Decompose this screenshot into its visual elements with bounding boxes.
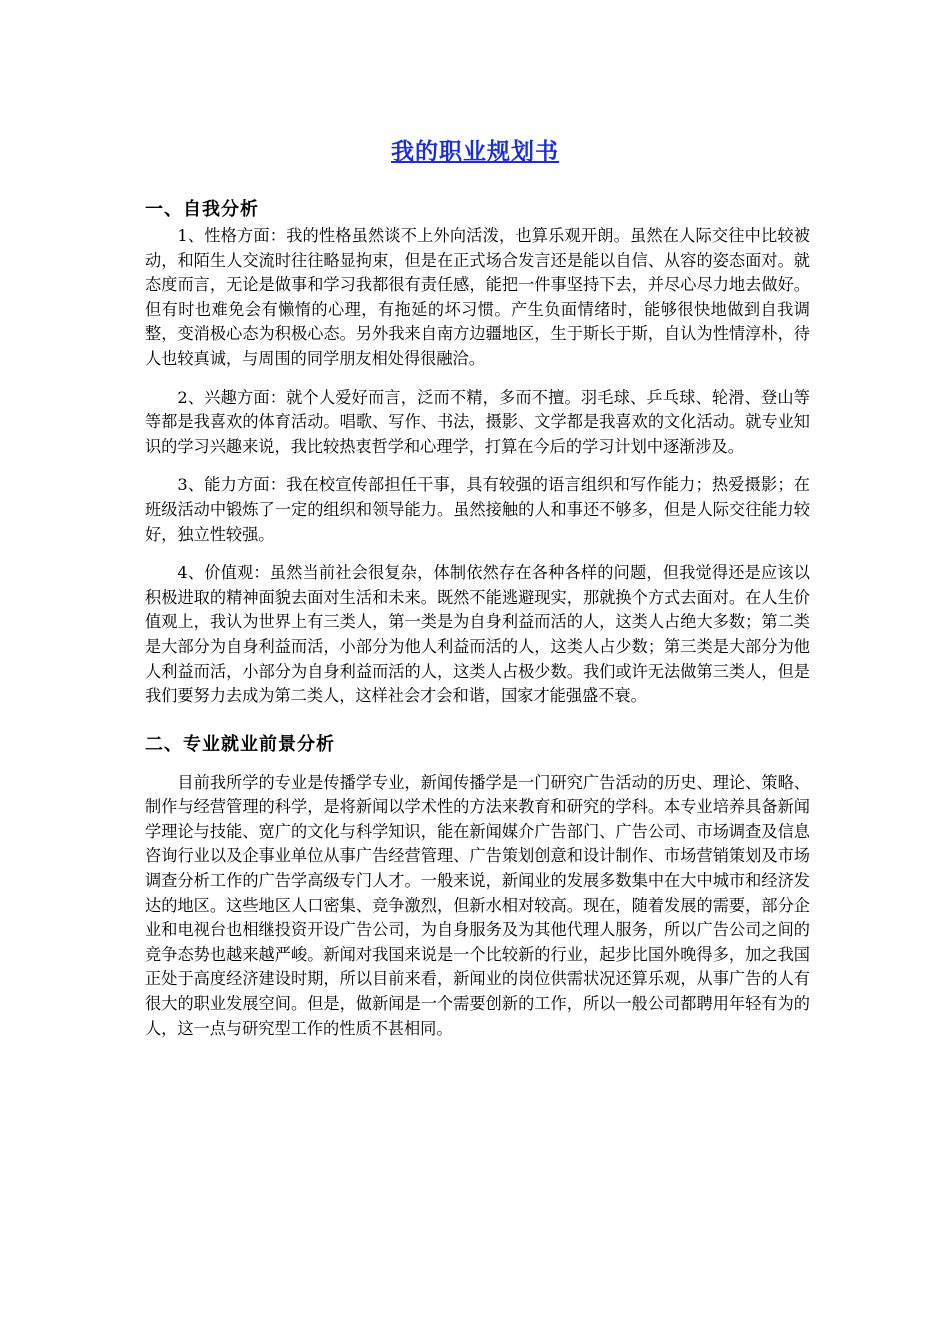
paragraph-personality: 1、性格方面：我的性格虽然谈不上外向活泼，也算乐观开朗。虽然在人际交往中比较被动，和陌生人交流时往往略显拘束，但是在正式场合发言还是能以自信、从容的姿态面对。就态度而言，无论是做事和学习我都很有责任感，能把一件事坚持下去，并尽心尽力地去做好。但有时也难免会有懒惰的心理，有拖延的坏习惯。产生负面情绪时，能够很快地做到自我调整，变消极心态为积极心态。另外我来自南方边疆地区，生于斯长于斯，自认为性情淳朴，待人也较真诚，与周围的同学朋友相处得很融洽。 bbox=[145, 226, 810, 368]
paragraph-spacer bbox=[145, 372, 810, 386]
section-heading-self-analysis: 一、自我分析 bbox=[145, 199, 259, 220]
paragraph-interests: 2、兴趣方面：就个人爱好而言，泛而不精，多而不擅。羽毛球、乒乓球、轮滑、登山等等都是我喜欢的体育活动。唱歌、写作、书法，摄影、文学都是我喜欢的文化活动。就专业知识的学习兴趣来说，我比较热衷哲学和心理学，打算在今后的学习计划中逐渐涉及。 bbox=[145, 387, 810, 456]
paragraph-major-outlook: 目前我所学的专业是传播学专业，新闻传播学是一门研究广告活动的历史、理论、策略、制作与经营管理的科学，是将新闻以学术性的方法来教育和研究的学科。本专业培养具备新闻学理论与技能、宽广的文化与科学知识，能在新闻媒介广告部门、广告公司、市场调查及信息咨询行业以及企事业单位从事广告经营管理、广告策划创意和设计制作、市场营销策划及市场调查分析工作的广告学高级专门人才。一般来说，新闻业的发展多数集中在大中城市和经济发达的地区。这些地区人口密集、竞争激烈，但新水相对较高。现在，随着发展的需要，部分企业和电视台也相继投资开设广告公司，为自身服务及为其他代理人服务，所以广告公司之间的竞争态势也越来越严峻。新闻对我国来说是一个比较新的行业，起步比国外晚得多，加之我国正处于高度经济建设时期，所以目前来看，新闻业的岗位供需状况还算乐观，从事广告的人有很大的职业发展空间。但是，做新闻是一个需要创新的工作，所以一般公司都聘用年轻有为的人，这一点与研究型工作的性质不甚相同。 bbox=[145, 772, 810, 1038]
paragraph-values: 4、价值观：虽然当前社会很复杂，体制依然存在各种各样的问题，但我觉得还是应该以积极进取的精神面貌去面对生活和未来。既然不能逃避现实，那就换个方式去面对。在人生价值观上，我认为世界上有三类人，第一类是为自身利益而活的人，这类人占绝大多数；第二类是大部分为自身利益而活，小部分为他人利益而活的人，这类人占少数；第三类是大部分为他人利益而活，小部分为自身利益而活的人，这类人占极少数。我们或许无法做第三类人，但是我们要努力去成为第二类人，这样社会才会和谐，国家才能强盛不衰。 bbox=[145, 563, 810, 706]
document-body bbox=[145, 196, 810, 1041]
section-spacer bbox=[145, 709, 810, 731]
document-title: 我的职业规划书 bbox=[391, 138, 559, 165]
paragraph-spacer bbox=[145, 459, 810, 473]
section-heading-career-outlook: 二、专业就业前景分析 bbox=[145, 733, 335, 755]
heading-spacer bbox=[145, 759, 810, 771]
paragraph-abilities: 3、能力方面：我在校宣传部担任干事，具有较强的语言组织和写作能力；热爱摄影；在班级活动中锻炼了一定的组织和领导能力。虽然接触的人和事还不够多，但是人际交往能力较好，独立性较强。 bbox=[145, 475, 810, 544]
paragraph-spacer bbox=[145, 547, 810, 561]
